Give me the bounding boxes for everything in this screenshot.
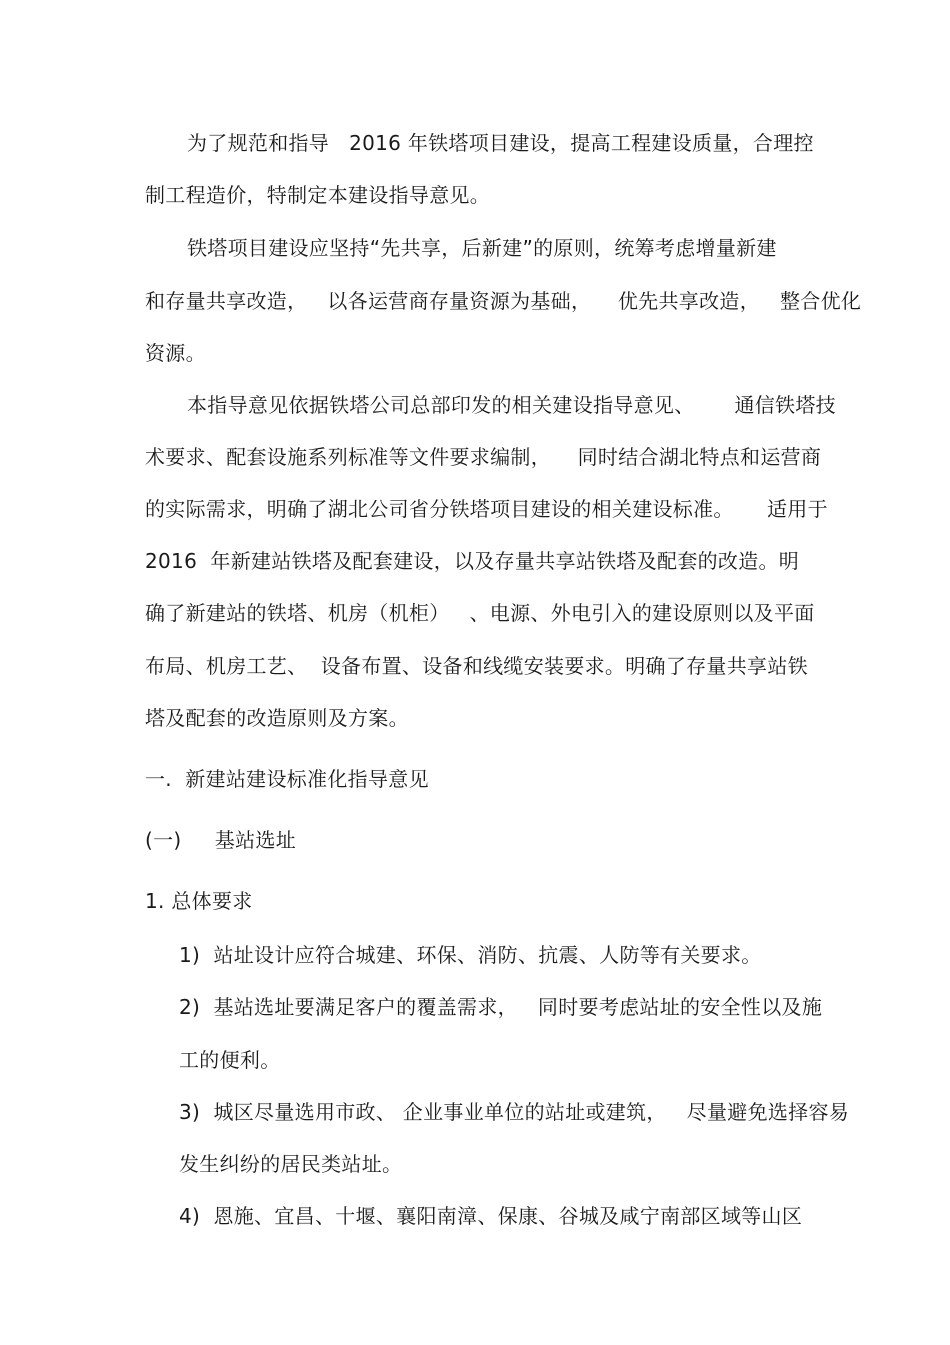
item-heading: 1. 总体要求 [145,889,253,913]
list-item-2-line-2: 工的便利。 [179,1048,281,1072]
paragraph-3-line-5: 确了新建站的铁塔、机房（机柜） 、电源、外电引入的建设原则以及平面 [145,601,815,625]
paragraph-3-line-6: 布局、机房工艺、 设备布置、设备和线缆安装要求。明确了存量共享站铁 [145,654,808,678]
list-item-1-line-1: 1) 站址设计应符合城建、环保、消防、抗震、人防等有关要求。 [179,943,762,967]
paragraph-2-line-1: 铁塔项目建设应坚持“先共享，后新建”的原则，统筹考虑增量新建 [187,236,777,260]
paragraph-1-line-2: 制工程造价，特制定本建设指导意见。 [145,183,491,207]
subsection-heading: (一) 基站选址 [145,828,296,852]
section-heading: 一. 新建站建设标准化指导意见 [145,767,429,791]
paragraph-3-line-3: 的实际需求，明确了湖北公司省分铁塔项目建设的相关建设标准。 适用于 [145,497,828,521]
paragraph-3-line-7: 塔及配套的改造原则及方案。 [145,706,409,730]
paragraph-3-line-1: 本指导意见依据铁塔公司总部印发的相关建设指导意见、 通信铁塔技 [187,393,836,417]
list-item-2-line-1: 2) 基站选址要满足客户的覆盖需求， 同时要考虑站址的安全性以及施 [179,995,823,1019]
list-item-3-line-1: 3) 城区尽量选用市政、 企业事业单位的站址或建筑， 尽量避免选择容易 [179,1100,850,1124]
paragraph-1-line-1: 为了规范和指导 2016 年铁塔项目建设，提高工程建设质量，合理控 [187,131,814,155]
paragraph-2-line-3: 资源。 [145,341,206,365]
list-item-3-line-2: 发生纠纷的居民类站址。 [179,1152,403,1176]
list-item-4-line-1: 4) 恩施、宜昌、十堰、襄阳南漳、保康、谷城及咸宁南部区域等山区 [179,1204,803,1228]
paragraph-2-line-2: 和存量共享改造， 以各运营商存量资源为基础， 优先共享改造， 整合优化 [145,289,862,313]
paragraph-3-line-2: 术要求、配套设施系列标准等文件要求编制， 同时结合湖北特点和运营商 [145,445,822,469]
paragraph-3-line-4: 2016 年新建站铁塔及配套建设，以及存量共享站铁塔及配套的改造。明 [145,549,800,573]
